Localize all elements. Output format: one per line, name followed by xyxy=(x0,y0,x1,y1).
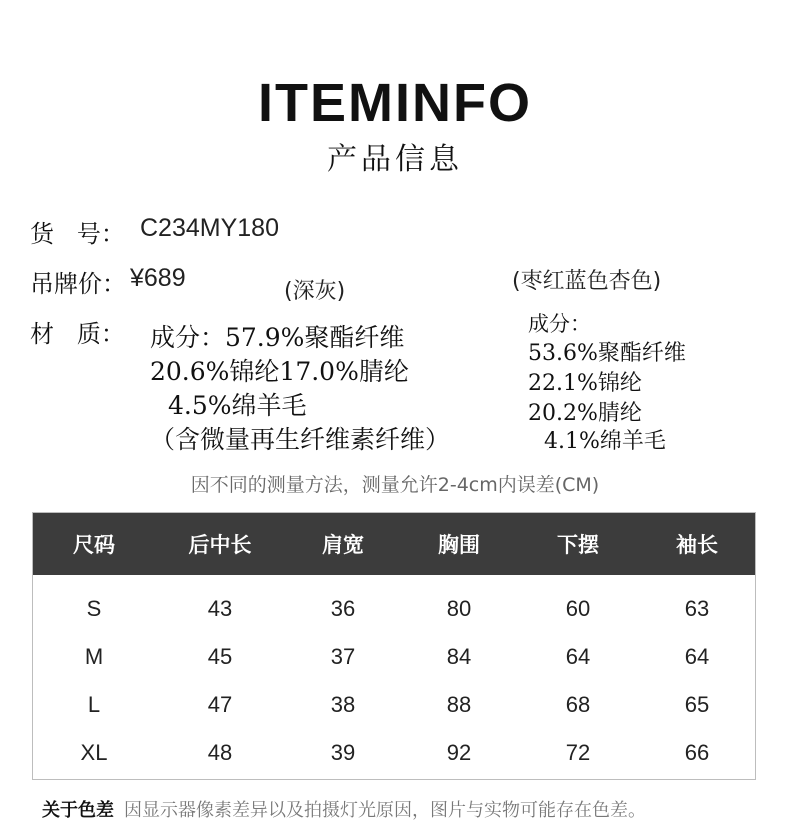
cell-hem: 68 xyxy=(565,692,591,717)
cell-size: XL xyxy=(80,740,108,765)
cell-shoulder: 38 xyxy=(330,692,356,717)
cell-size: M xyxy=(84,644,104,669)
cell-hem: 60 xyxy=(565,596,591,621)
variant-dark-gray-line-2: 20.6%锦纶17.0%腈纶 xyxy=(150,357,409,386)
cell-sleeve: 64 xyxy=(684,644,710,669)
cell-back-length: 43 xyxy=(207,596,233,621)
table-row xyxy=(33,729,755,777)
price-value: ¥689 xyxy=(130,264,186,292)
header-shoulder: 肩宽 xyxy=(322,533,364,557)
price-label: 吊牌价： xyxy=(30,270,126,298)
material-label: 材 质： xyxy=(30,320,125,348)
variant-dark-gray-line-1: 成分：57.9%聚酯纤维 xyxy=(150,323,405,352)
variant-other-line-5: 4.1%绵羊毛 xyxy=(544,429,666,454)
cell-chest: 92 xyxy=(446,740,472,765)
cell-size: S xyxy=(86,596,102,621)
cell-chest: 88 xyxy=(446,692,472,717)
variant-dark-gray-line-4: （含微量再生纤维素纤维） xyxy=(150,425,451,454)
table-row xyxy=(33,681,755,729)
variant-other-line-2: 53.6%聚酯纤维 xyxy=(528,341,686,366)
item-no-value: C234MY180 xyxy=(140,214,279,242)
cell-size: L xyxy=(87,692,101,717)
variant-other-name: (枣红蓝色杏色) xyxy=(512,269,662,294)
color-disclaimer-title: 关于色差 xyxy=(42,800,114,821)
variant-dark-gray-name: (深灰) xyxy=(284,279,346,304)
table-row xyxy=(33,633,755,681)
variant-other-line-1: 成分： xyxy=(528,312,591,336)
header-hem: 下摆 xyxy=(557,533,599,557)
page-title-cn: 产品信息 xyxy=(327,142,463,177)
variant-other-line-4: 20.2%腈纶 xyxy=(528,401,642,426)
header-back-length: 后中长 xyxy=(188,533,252,557)
cell-sleeve: 63 xyxy=(684,596,710,621)
variant-dark-gray-line-3: 4.5%绵羊毛 xyxy=(168,391,307,420)
cell-back-length: 48 xyxy=(207,740,233,765)
header-size: 尺码 xyxy=(73,533,115,557)
table-row xyxy=(33,585,755,633)
page-title-en: ITEMINFO xyxy=(258,73,532,133)
cell-chest: 84 xyxy=(446,644,472,669)
header-chest: 胸围 xyxy=(438,533,480,557)
cell-shoulder: 37 xyxy=(330,644,356,669)
size-table-header xyxy=(33,513,755,575)
cell-sleeve: 66 xyxy=(684,740,710,765)
cell-shoulder: 39 xyxy=(330,740,356,765)
cell-back-length: 45 xyxy=(207,644,233,669)
cell-shoulder: 36 xyxy=(330,596,356,621)
cell-chest: 80 xyxy=(446,596,472,621)
color-disclaimer xyxy=(42,796,646,822)
cell-hem: 64 xyxy=(565,644,591,669)
variant-other-line-3: 22.1%锦纶 xyxy=(528,371,642,396)
cell-hem: 72 xyxy=(565,740,591,765)
item-no-label: 货 号： xyxy=(30,220,125,248)
cell-sleeve: 65 xyxy=(684,692,710,717)
size-table xyxy=(32,512,756,780)
size-table-body xyxy=(33,585,755,777)
header-sleeve: 袖长 xyxy=(676,533,718,557)
color-disclaimer-text: 因显示器像素差异以及拍摄灯光原因，图片与实物可能存在色差。 xyxy=(124,800,646,821)
measure-note: 因不同的测量方法，测量允许2-4cm内误差(CM) xyxy=(190,474,600,496)
cell-back-length: 47 xyxy=(207,692,233,717)
